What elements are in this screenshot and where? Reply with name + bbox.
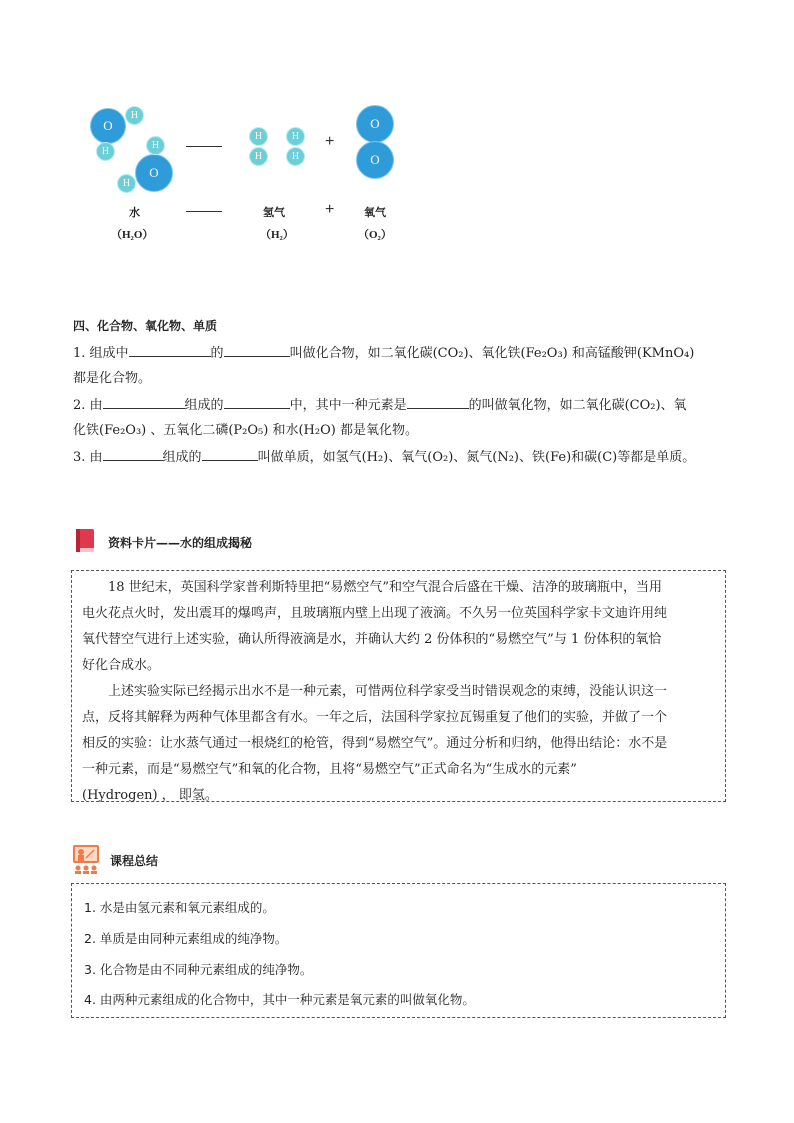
section-heading: 四、化合物、氧化物、单质 — [73, 319, 218, 333]
text-line: 18 世纪末，英国科学家普利斯特里把“易燃空气”和空气混合后盛在干燥、洁净的玻璃瓶中，当用 — [108, 580, 662, 595]
text-line: (Hydrogen) ， 即氢。 — [82, 788, 218, 803]
summary-title: 课程总结 — [110, 854, 159, 868]
text-line: 点，反将其解释为两种气体里都含有水。一年之后，法国科学家拉瓦锡重复了他们的实验，并做了一个 — [82, 710, 668, 725]
text: 1. 组成中 — [73, 346, 129, 361]
summary-item: 4. 由两种元素组成的化合物中，其中一种元素是氧元素的叫做氧化物。 — [84, 992, 475, 1007]
hydrogen-atom: H — [286, 127, 305, 146]
book-icon — [74, 528, 96, 554]
text-line: 相反的实验：让水蒸气通过一根烧红的枪管，得到“易燃空气”。通过分析和归纳，他得出结论：水不是 — [82, 736, 668, 751]
fill-blank[interactable] — [202, 448, 258, 461]
fill-blank[interactable] — [103, 396, 185, 409]
text-line: 一种元素，而是“易燃空气”和氧的化合物，且将“易燃空气”正式命名为“生成水的元素” — [82, 762, 577, 777]
text: 2. 由 — [73, 398, 103, 413]
text: 的 — [210, 346, 224, 361]
oxygen-atom: O — [135, 154, 173, 192]
hydrogen-atom: H — [286, 147, 305, 166]
fill-blank[interactable] — [103, 448, 163, 461]
text: 的叫做氧化物，如二氧化碳(CO₂)、氧 — [468, 398, 687, 413]
oxygen-atom: O — [90, 108, 126, 144]
oxygen-formula: （O₂） — [358, 229, 392, 241]
oxygen-atom: O — [356, 105, 394, 143]
text: 组成的 — [162, 450, 202, 465]
item-1-line-1 — [73, 344, 694, 363]
item-2-line-1 — [73, 396, 687, 415]
text-line: 上述实验实际已经揭示出水不是一种元素，可惜两位科学家受当时错误观念的束缚，没能认识这一 — [108, 684, 668, 699]
text: 3. 由 — [73, 450, 103, 465]
summary-item: 3. 化合物是由不同种元素组成的纯净物。 — [84, 962, 313, 977]
text: 中，其中一种元素是 — [289, 398, 407, 413]
hydrogen-atom: H — [249, 147, 268, 166]
plus-sign-2: + — [325, 201, 335, 218]
summary-box — [71, 883, 726, 1018]
text: 组成的 — [184, 398, 224, 413]
fill-blank[interactable] — [224, 344, 290, 357]
fill-blank[interactable] — [129, 344, 211, 357]
hydrogen-atom: H — [117, 174, 136, 193]
summary-item: 2. 单质是由同种元素组成的纯净物。 — [84, 931, 288, 946]
hydrogen-atom: H — [146, 136, 165, 155]
hydrogen-atom: H — [249, 127, 268, 146]
item-1-line-2: 都是化合物。 — [73, 371, 152, 386]
fill-blank[interactable] — [224, 396, 290, 409]
hydrogen-atom: H — [96, 142, 115, 161]
item-3-line-1 — [73, 448, 695, 467]
info-card — [71, 570, 726, 802]
card-paragraph-1 — [82, 575, 716, 809]
text-line: 氧代替空气进行上述实验，确认所得液滴是水，并确认大约 2 份体积的“易燃空气”与 1 份体积的氧恰 — [82, 632, 662, 647]
reaction-arrow — [186, 146, 222, 147]
oxygen-atom: O — [356, 141, 394, 179]
hydrogen-atom: H — [125, 106, 144, 125]
water-label: 水 — [129, 206, 140, 219]
plus-sign: + — [325, 133, 335, 150]
teacher-icon — [72, 844, 100, 874]
water-formula: （H₂O） — [111, 229, 154, 241]
text-line: 电火花点火时，发出震耳的爆鸣声，且玻璃瓶内壁上出现了液滴。不久另一位英国科学家卡文迪许用纯 — [82, 606, 668, 621]
reaction-arrow-2 — [186, 211, 222, 212]
text-line: 好化合成水。 — [82, 658, 161, 673]
item-2-line-2: 化铁(Fe₂O₃) 、五氧化二磷(P₂O₅) 和水(H₂O) 都是氧化物。 — [73, 423, 418, 438]
summary-item: 1. 水是由氢元素和氧元素组成的。 — [84, 900, 275, 915]
hydrogen-formula: （H₂） — [260, 229, 294, 241]
oxygen-label: 氧气 — [364, 206, 386, 219]
text: 叫做化合物，如二氧化碳(CO₂)、氧化铁(Fe₂O₃) 和高锰酸钾(KMnO₄) — [289, 346, 695, 361]
card-title: 资料卡片——水的组成揭秘 — [108, 536, 253, 550]
hydrogen-label: 氢气 — [263, 206, 285, 219]
fill-blank[interactable] — [407, 396, 469, 409]
text: 叫做单质，如氢气(H₂)、氧气(O₂)、氮气(N₂)、铁(Fe)和碳(C)等都是单质。 — [257, 450, 696, 465]
